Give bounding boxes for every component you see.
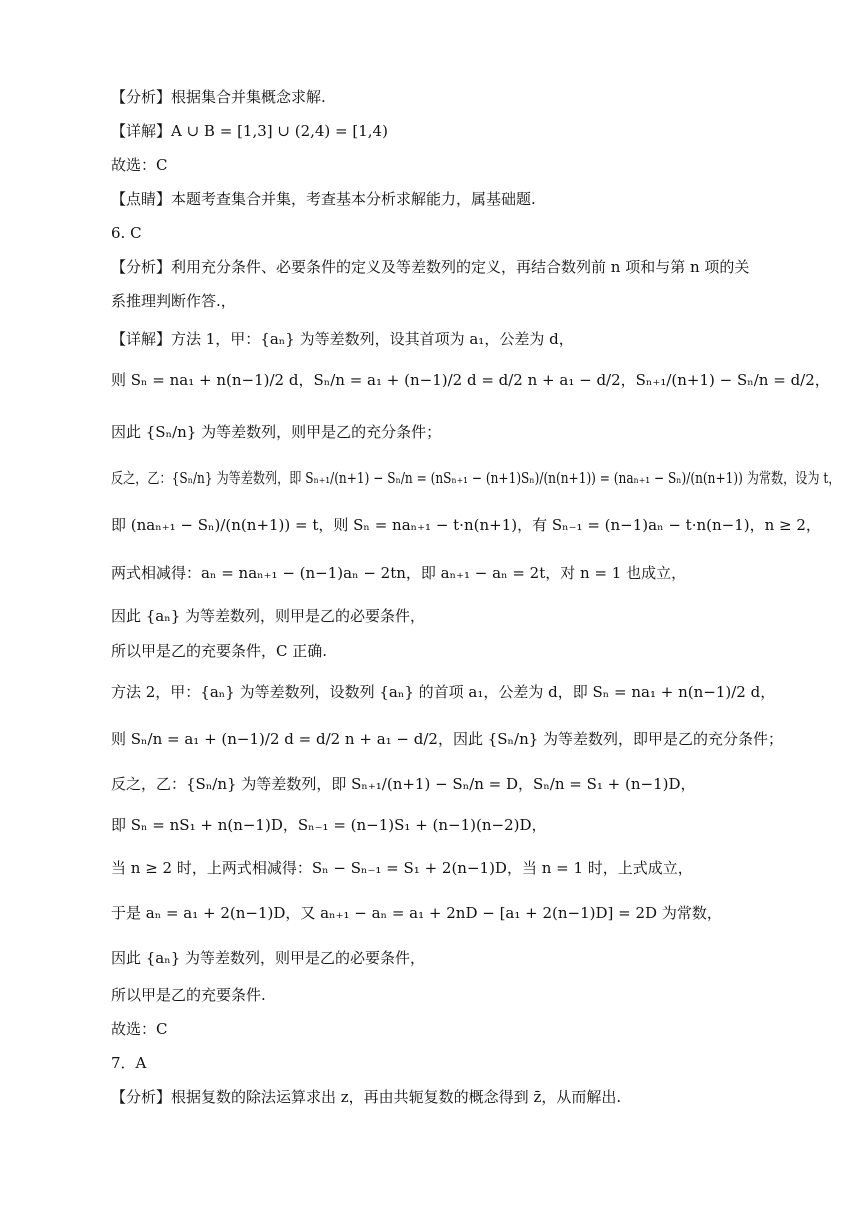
analysis-line-q7: 【分析】根据复数的除法运算求出 z，再由共轭复数的概念得到 z̄，从而解出. [111,1088,622,1106]
method2-line-6: 于是 aₙ = a₁ + 2(n−1)D，又 aₙ₊₁ − aₙ = a₁ + 2nD − [a₁ + 2(n−1)D] = 2D 为常数， [111,904,722,922]
method1-line-2: 则 Sₙ = na₁ + n(n−1)/2 d，Sₙ/n = a₁ + (n−1)/2 d = d/2 n + a₁ − d/2，Sₙ₊₁/(n+1) − Sₙ/n = d/2， [111,371,830,389]
detail-line-q5: 【详解】A ∪ B = [1,3] ∪ (2,4) = [1,4) [111,122,388,140]
analysis-line-q6-b: 系推理判断作答.， [111,292,236,310]
method2-line-2: 则 Sₙ/n = a₁ + (n−1)/2 d = d/2 n + a₁ − d/2，因此 {Sₙ/n} 为等差数列，即甲是乙的充分条件； [111,730,784,748]
analysis-line-q5: 【分析】根据集合并集概念求解. [111,88,326,106]
method1-line-3: 因此 {Sₙ/n} 为等差数列，则甲是乙的充分条件； [111,423,442,441]
method2-line-3: 反之，乙：{Sₙ/n} 为等差数列，即 Sₙ₊₁/(n+1) − Sₙ/n = D，Sₙ/n = S₁ + (n−1)D， [111,775,696,793]
method2-line-8: 所以甲是乙的充要条件. [111,986,266,1004]
method1-line-7: 因此 {aₙ} 为等差数列，则甲是乙的必要条件， [111,607,426,625]
method2-line-5: 当 n ≥ 2 时，上两式相减得：Sₙ − Sₙ₋₁ = S₁ + 2(n−1)D，当 n = 1 时，上式成立， [111,859,693,877]
comment-line-q5: 【点睛】本题考查集合并集，考查基本分析求解能力，属基础题. [111,190,536,208]
method2-line-7: 因此 {aₙ} 为等差数列，则甲是乙的必要条件， [111,949,426,967]
analysis-line-q6-a: 【分析】利用充分条件、必要条件的定义及等差数列的定义，再结合数列前 n 项和与第 n 项的关 [111,258,750,276]
method1-line-4: 反之，乙：{Sₙ/n} 为等差数列，即 Sₙ₊₁/(n+1) − Sₙ/n = (nSₙ₊₁ − (n+1)Sₙ)/(n(n+1)) = (naₙ₊₁ − Sₙ)/(n(n+1)) 为常数，设为 t， [111,469,841,487]
method2-line-1: 方法 2，甲：{aₙ} 为等差数列，设数列 {aₙ} 的首项 a₁，公差为 d，即 Sₙ = na₁ + n(n−1)/2 d， [111,683,776,701]
method1-line-8: 所以甲是乙的充要条件，C 正确. [111,642,328,660]
method1-line-5: 即 (naₙ₊₁ − Sₙ)/(n(n+1)) = t，则 Sₙ = naₙ₊₁ − t·n(n+1)，有 Sₙ₋₁ = (n−1)aₙ − t·n(n−1)，n ≥ 2， [111,516,821,534]
method1-line-6: 两式相减得：aₙ = naₙ₊₁ − (n−1)aₙ − 2tn，即 aₙ₊₁ − aₙ = 2t，对 n = 1 也成立， [111,564,687,582]
method2-line-4: 即 Sₙ = nS₁ + n(n−1)D，Sₙ₋₁ = (n−1)S₁ + (n−1)(n−2)D， [111,816,547,834]
question-number-6: 6. C [111,224,142,242]
answer-line-q5: 故选：C [111,156,168,174]
question-number-7: 7．A [111,1054,147,1072]
answer-line-q6: 故选：C [111,1020,168,1038]
method1-line-1: 【详解】方法 1，甲：{aₙ} 为等差数列，设其首项为 a₁，公差为 d， [111,330,574,348]
